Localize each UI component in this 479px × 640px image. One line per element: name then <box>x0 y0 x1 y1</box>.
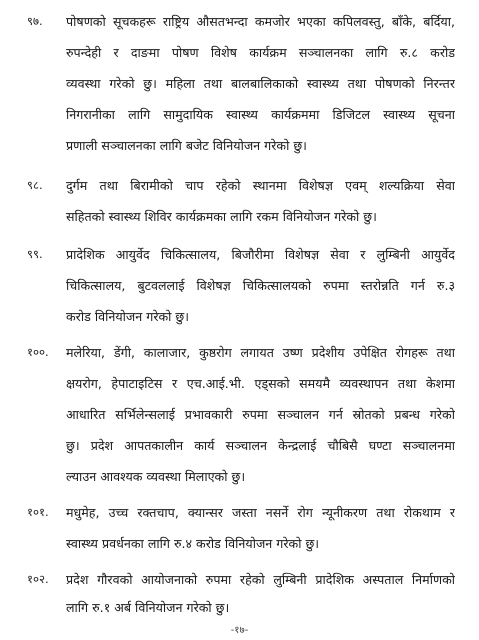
text-line: चिकित्सालय, बुटवललाई विशेषज्ञ चिकित्सालयको रुपमा स्तरोन्नति गर्न रु.३ <box>66 278 455 293</box>
text-line: क्षयरोग, हेपाटाइटिस र एच.आई.भी. एड्सको समयमै व्यवस्थापन तथा केशमा <box>66 376 455 391</box>
paragraph-number: १०१. <box>27 505 49 519</box>
page-number: -१७- <box>230 625 249 636</box>
paragraph-number: ९८. <box>27 178 43 192</box>
text-line: निगरानीका लागि सामुदायिक स्वास्थ्य कार्यक्रममा डिजिटल स्वास्थ्य सूचना <box>66 107 455 122</box>
text-line: पोषणको सूचकहरू राष्ट्रिय औसतभन्दा कमजोर भएका कपिलवस्तु, बाँके, बर्दिया, <box>66 14 455 29</box>
text-line: दुर्गम तथा बिरामीको चाप रहेको स्थानमा विशेषज्ञ एवम् शल्यक्रिया सेवा <box>66 178 455 193</box>
text-line: व्यवस्था गरेको छु। महिला तथा बालबालिकाको स्वास्थ्य तथा पोषणको निरन्तर <box>66 76 455 91</box>
text-line: मधुमेह, उच्च रक्तचाप, क्यान्सर जस्ता नसर्ने रोग न्यूनीकरण तथा रोकथाम र <box>66 505 455 520</box>
text-line: छु। प्रदेश आपतकालीन कार्य सञ्चालन केन्द्रलाई चौबिसै घण्टा सञ्चालनमा <box>66 438 455 453</box>
text-line: मलेरिया, डेंगी, कालाजार, कुष्ठरोग लगायत उष्ण प्रदेशीय उपेक्षित रोगहरू तथा <box>66 345 455 360</box>
text-line: करोड विनियोजन गरेको छु। <box>66 309 190 324</box>
paragraph-number: १०२. <box>27 572 49 586</box>
text-line: रुपन्देही र दाङमा पोषण विशेष कार्यक्रम सञ्चालनका लागि रु.८ करोड <box>66 45 455 60</box>
text-line: सहितको स्वास्थ्य शिविर कार्यक्रमका लागि रकम विनियोजन गरेको छु। <box>66 209 377 224</box>
text-line: आधारित सर्भिलेन्सलाई प्रभावकारी रुपमा सञ्चालन गर्न स्रोतको प्रबन्ध गरेको <box>66 407 455 422</box>
paragraph-number: १००. <box>27 345 49 359</box>
text-line: प्रादेशिक आयुर्वेद चिकित्सालय, बिजौरीमा विशेषज्ञ सेवा र लुम्बिनी आयुर्वेद <box>66 247 455 262</box>
text-line: प्रणाली सञ्चालनका लागि बजेट विनियोजन गरेको छु। <box>66 138 307 153</box>
paragraph-number: ९९. <box>27 247 43 261</box>
text-line: स्वास्थ्य प्रवर्धनका लागि रु.४ करोड विनियोजन गरेको छु। <box>66 536 320 551</box>
paragraph-number: ९७. <box>27 14 43 28</box>
text-line: प्रदेश गौरवको आयोजनाको रुपमा रहेको लुम्बिनी प्रादेशिक अस्पताल निर्माणको <box>66 572 455 587</box>
text-line: लागि रु.१ अर्ब विनियोजन गरेको छु। <box>66 600 230 615</box>
text-line: ल्याउन आवश्यक व्यवस्था मिलाएको छु। <box>66 469 246 484</box>
